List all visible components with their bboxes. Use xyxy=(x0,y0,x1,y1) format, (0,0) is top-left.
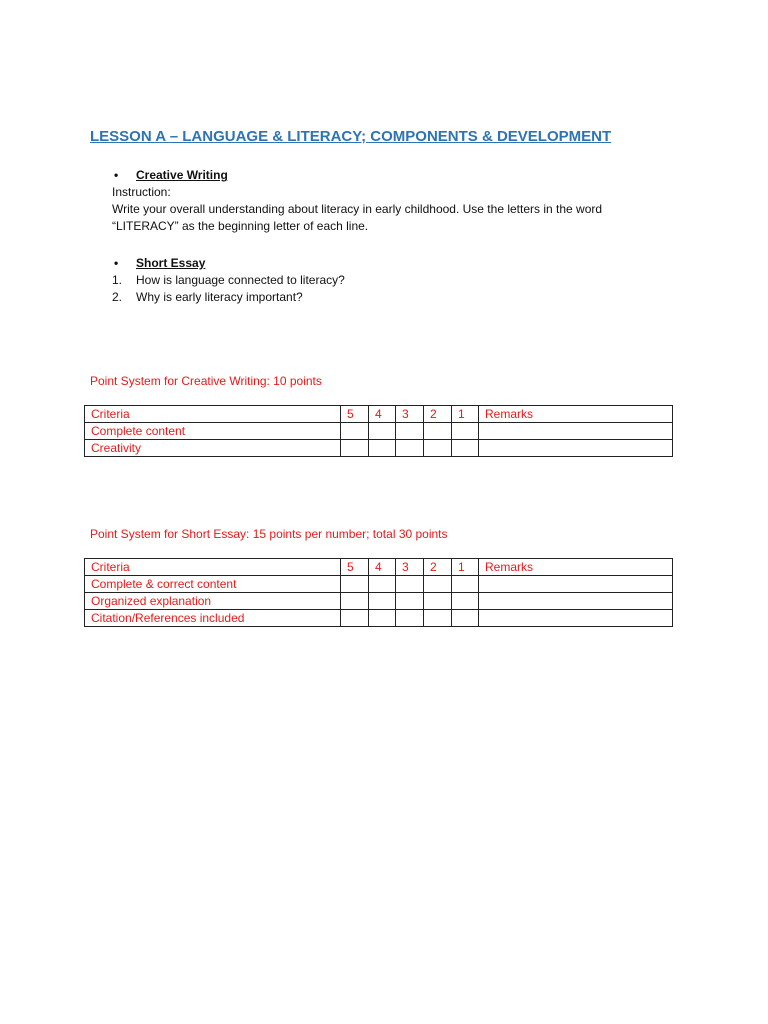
essay-rubric-heading: Point System for Short Essay: 15 points per number; total 30 points xyxy=(90,527,448,541)
header-score-2: 2 xyxy=(424,406,452,423)
score-cell xyxy=(369,610,396,627)
remarks-cell xyxy=(479,610,673,627)
score-cell xyxy=(424,576,452,593)
score-cell xyxy=(452,610,479,627)
instruction-line-1: Write your overall understanding about literacy in early childhood. Use the letters in the word xyxy=(112,202,603,216)
score-cell xyxy=(341,440,369,457)
score-cell xyxy=(369,576,396,593)
header-score-3: 3 xyxy=(396,406,424,423)
essay-rubric-table xyxy=(84,558,673,627)
bullet-icon: • xyxy=(114,168,119,182)
creative-writing-label: Creative Writing xyxy=(136,168,228,182)
header-score-5: 5 xyxy=(341,406,369,423)
table-row xyxy=(85,593,673,610)
lesson-title: LESSON A – LANGUAGE & LITERACY; COMPONENTS & DEVELOPMENT xyxy=(90,128,612,145)
question-text: How is language connected to literacy? xyxy=(136,273,345,287)
header-score-4: 4 xyxy=(369,559,396,576)
table-row xyxy=(85,440,673,457)
score-cell xyxy=(396,576,424,593)
remarks-cell xyxy=(479,440,673,457)
header-score-4: 4 xyxy=(369,406,396,423)
question-number: 2. xyxy=(112,290,123,304)
short-essay-label: Short Essay xyxy=(136,256,206,270)
score-cell xyxy=(452,593,479,610)
score-cell xyxy=(396,610,424,627)
remarks-cell xyxy=(479,423,673,440)
criteria-cell: Complete & correct content xyxy=(85,576,341,593)
header-remarks: Remarks xyxy=(479,559,673,576)
header-score-3: 3 xyxy=(396,559,424,576)
score-cell xyxy=(341,423,369,440)
header-remarks: Remarks xyxy=(479,406,673,423)
score-cell xyxy=(424,610,452,627)
creative-writing-section xyxy=(90,167,602,235)
creative-rubric-heading: Point System for Creative Writing: 10 points xyxy=(90,374,322,388)
score-cell xyxy=(369,423,396,440)
score-cell xyxy=(396,593,424,610)
score-cell xyxy=(424,593,452,610)
short-essay-section xyxy=(90,255,345,306)
creative-rubric-table xyxy=(84,405,673,457)
table-header-row xyxy=(85,559,673,576)
remarks-cell xyxy=(479,576,673,593)
score-cell xyxy=(452,576,479,593)
remarks-cell xyxy=(479,593,673,610)
essay-question-list xyxy=(90,272,345,306)
table-row xyxy=(85,610,673,627)
table-row xyxy=(85,576,673,593)
table-header-row xyxy=(85,406,673,423)
header-criteria: Criteria xyxy=(85,406,341,423)
instruction-line-2: “LITERACY” as the beginning letter of each line. xyxy=(112,219,369,233)
score-cell xyxy=(396,423,424,440)
header-score-1: 1 xyxy=(452,406,479,423)
score-cell xyxy=(424,440,452,457)
header-criteria: Criteria xyxy=(85,559,341,576)
essay-question xyxy=(90,272,345,289)
question-number: 1. xyxy=(112,273,123,287)
header-score-1: 1 xyxy=(452,559,479,576)
score-cell xyxy=(341,610,369,627)
header-score-2: 2 xyxy=(424,559,452,576)
criteria-cell: Creativity xyxy=(85,440,341,457)
bullet-icon: • xyxy=(114,256,119,270)
creative-writing-heading xyxy=(90,167,602,184)
question-text: Why is early literacy important? xyxy=(136,290,303,304)
score-cell xyxy=(341,593,369,610)
score-cell xyxy=(341,576,369,593)
score-cell xyxy=(452,423,479,440)
score-cell xyxy=(369,440,396,457)
score-cell xyxy=(452,440,479,457)
score-cell xyxy=(369,593,396,610)
criteria-cell: Organized explanation xyxy=(85,593,341,610)
short-essay-heading xyxy=(90,255,345,272)
instruction-label: Instruction: xyxy=(112,185,171,199)
score-cell xyxy=(424,423,452,440)
criteria-cell: Complete content xyxy=(85,423,341,440)
header-score-5: 5 xyxy=(341,559,369,576)
score-cell xyxy=(396,440,424,457)
essay-question xyxy=(90,289,345,306)
table-row xyxy=(85,423,673,440)
criteria-cell: Citation/References included xyxy=(85,610,341,627)
